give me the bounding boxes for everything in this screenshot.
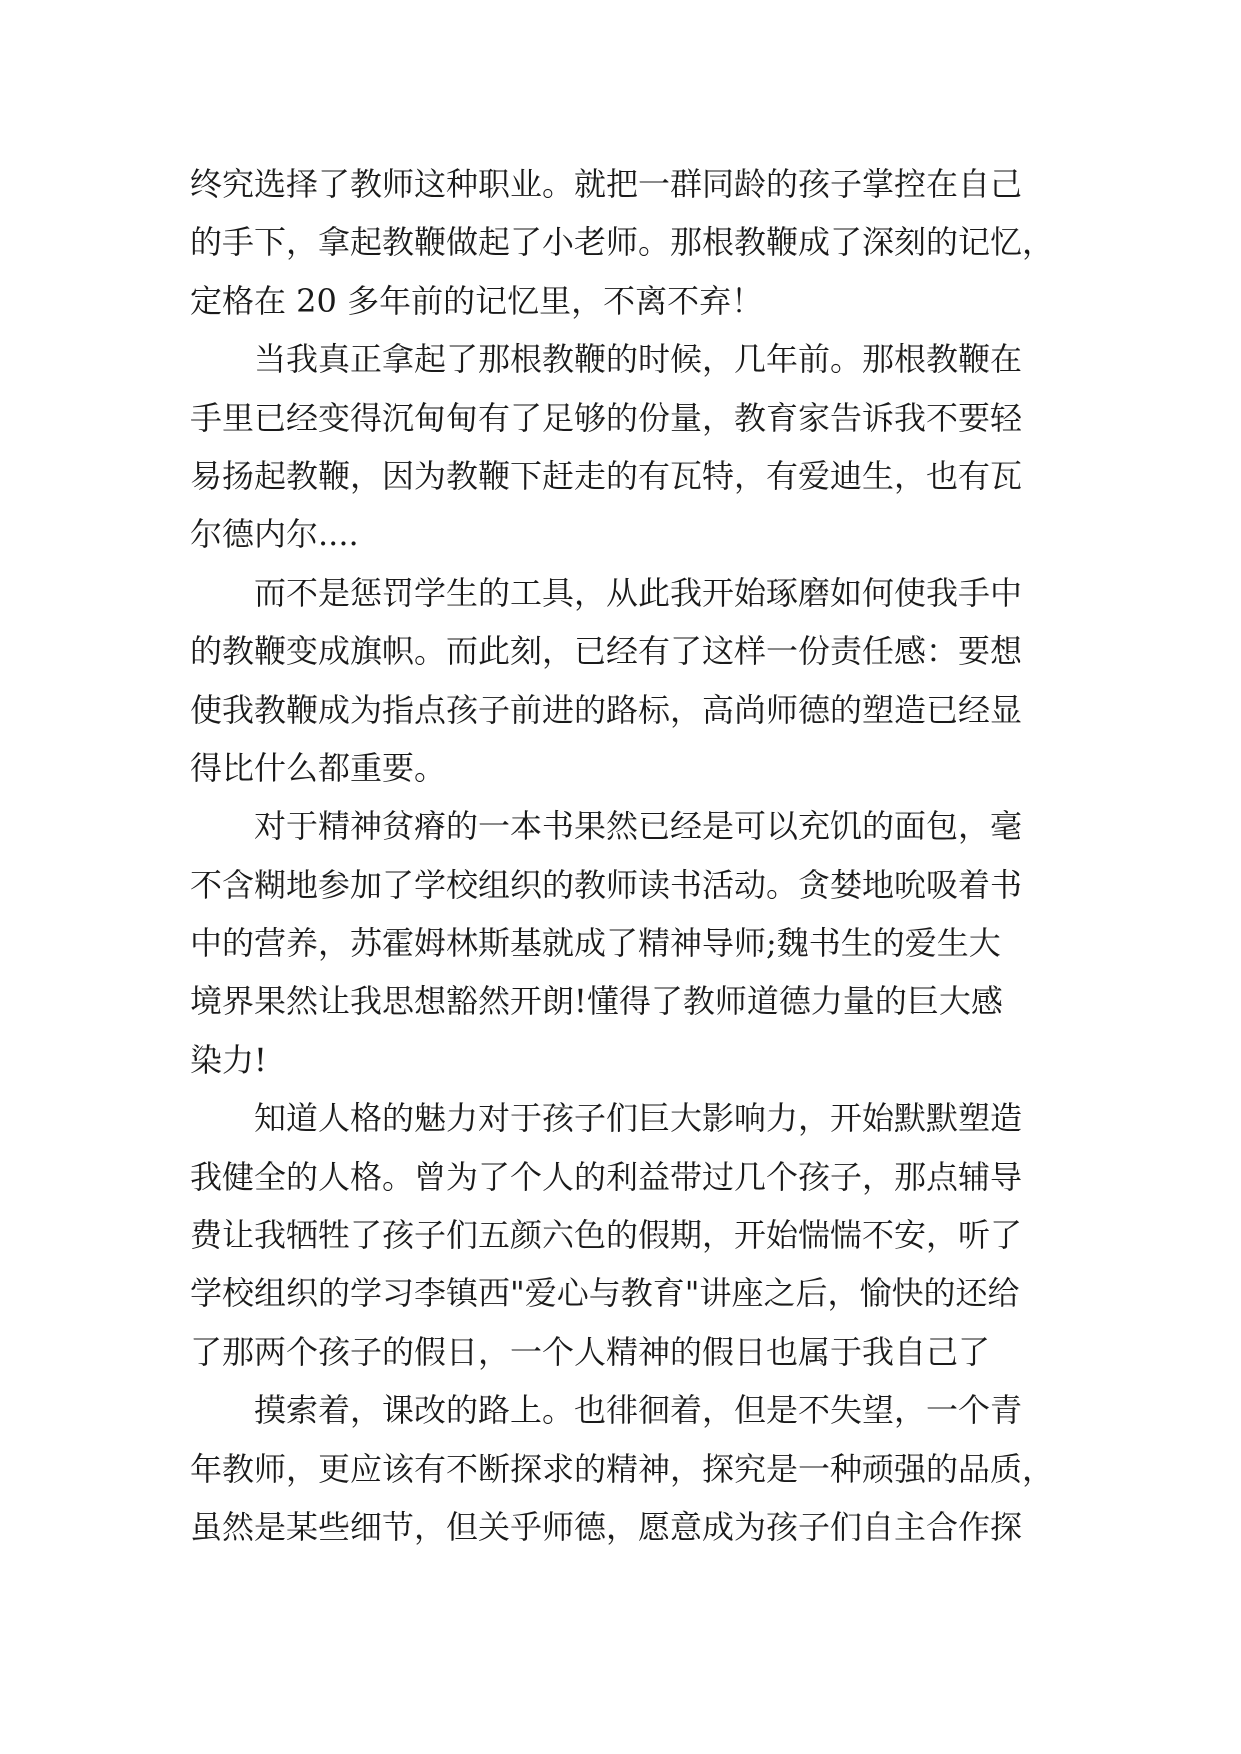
text-line: 易扬起教鞭，因为教鞭下赶走的有瓦特，有爱迪生，也有瓦 (190, 456, 1023, 495)
text-line: 而不是惩罚学生的工具，从此我开始琢磨如何使我手中 (254, 573, 1023, 612)
text-line: 费让我牺牲了孩子们五颜六色的假期，开始惴惴不安，听了 (190, 1216, 1023, 1255)
text-line: 了那两个孩子的假日，一个人精神的假日也属于我自己了 (190, 1332, 991, 1371)
body-text (190, 155, 1055, 1556)
text-line: 对于精神贫瘠的一本书果然已经是可以充饥的面包，毫 (254, 807, 1023, 846)
text-line: 境界果然让我思想豁然开朗!懂得了教师道德力量的巨大感 (190, 982, 1003, 1021)
text-line: 手里已经变得沉甸甸有了足够的份量，教育家告诉我不要轻 (190, 398, 1023, 437)
text-line: 当我真正拿起了那根教鞭的时候，几年前。那根教鞭在 (254, 340, 1023, 379)
text-line: 得比什么都重要。 (190, 748, 447, 787)
text-line: 的教鞭变成旗帜。而此刻，已经有了这样一份责任感：要想 (190, 632, 1023, 671)
text-line: 染力! (190, 1040, 267, 1079)
text-line: 中的营养，苏霍姆林斯基就成了精神导师;魏书生的爱生大 (190, 924, 1001, 963)
text-line: 尔德内尔.... (190, 515, 359, 554)
text-line: 虽然是某些细节，但关乎师德，愿意成为孩子们自主合作探 (190, 1507, 1023, 1546)
text-line: 学校组织的学习李镇西"爱心与教育"讲座之后，愉快的还给 (190, 1274, 1020, 1313)
text-line: 摸索着，课改的路上。也徘徊着，但是不失望，一个青 (254, 1391, 1023, 1430)
text-line: 定格在 20 多年前的记忆里，不离不弃！ (190, 281, 764, 320)
text-line: 知道人格的魅力对于孩子们巨大影响力，开始默默塑造 (254, 1099, 1023, 1138)
text-line: 使我教鞭成为指点孩子前进的路标，高尚师德的塑造已经显 (190, 690, 1023, 729)
text-line: 年教师，更应该有不断探求的精神，探究是一种顽强的品质， (190, 1449, 1055, 1488)
text-line: 不含糊地参加了学校组织的教师读书活动。贪婪地吮吸着书 (190, 865, 1023, 904)
text-line: 我健全的人格。曾为了个人的利益带过几个孩子，那点辅导 (190, 1157, 1023, 1196)
text-line: 终究选择了教师这种职业。就把一群同龄的孩子掌控在自己 (190, 165, 1023, 203)
text-line: 的手下，拿起教鞭做起了小老师。那根教鞭成了深刻的记忆， (190, 223, 1055, 262)
